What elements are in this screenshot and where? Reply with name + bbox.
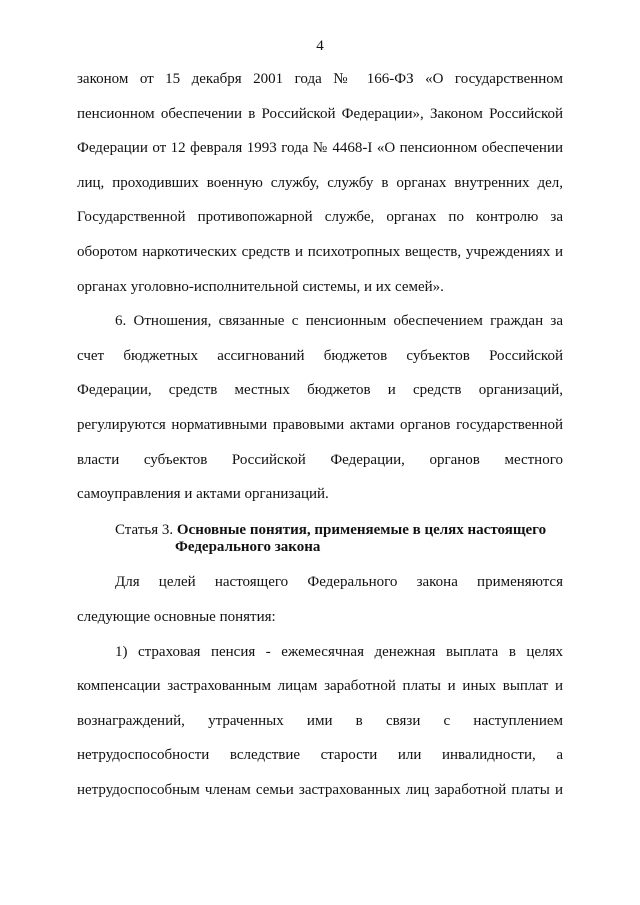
text-line: власти субъектов Российской Федерации, органов местного bbox=[77, 452, 563, 468]
text-line: Для целей настоящего Федерального закона применяются bbox=[115, 574, 563, 590]
article-heading-line bbox=[175, 538, 320, 556]
text-line: регулируются нормативными правовыми актами органов государственной bbox=[77, 417, 563, 433]
text-line: компенсации застрахованным лицам заработной платы и иных выплат и bbox=[77, 678, 563, 694]
page-number: 4 bbox=[316, 38, 324, 54]
text-line: законом от 15 декабря 2001 года № 166-ФЗ «О государственном bbox=[77, 71, 563, 87]
text-line: следующие основные понятия: bbox=[77, 609, 276, 625]
text-line: пенсионном обеспечении в Российской Федерации», Законом Российской bbox=[77, 106, 563, 122]
article-title-continued: Федерального закона bbox=[175, 539, 321, 555]
text-line: лиц, проходивших военную службу, службу в органах внутренних дел, bbox=[77, 175, 563, 191]
text-line: Государственной противопожарной службе, органах по контролю за bbox=[77, 209, 563, 225]
text-line: счет бюджетных ассигнований бюджетов субъектов Российской bbox=[77, 348, 563, 364]
article-title: Основные понятия, применяемые в целях настоящего bbox=[176, 522, 547, 538]
article-label: Статья 3. bbox=[115, 522, 174, 538]
text-line: органах уголовно-исполнительной системы, и их семей». bbox=[77, 279, 444, 295]
text-line: вознаграждений, утраченных ими в связи с наступлением bbox=[77, 713, 563, 729]
text-line: самоуправления и актами организаций. bbox=[77, 486, 329, 502]
text-line: Федерации, средств местных бюджетов и средств организаций, bbox=[77, 382, 563, 398]
text-line: нетрудоспособным членам семьи застрахованных лиц заработной платы и bbox=[77, 782, 563, 798]
text-line: оборотом наркотических средств и психотропных веществ, учреждениях и bbox=[77, 244, 563, 260]
article-heading-line bbox=[115, 521, 546, 539]
text-line: 1) страховая пенсия - ежемесячная денежная выплата в целях bbox=[115, 644, 563, 660]
text-line: 6. Отношения, связанные с пенсионным обеспечением граждан за bbox=[115, 313, 563, 329]
text-line: Федерации от 12 февраля 1993 года № 4468-I «О пенсионном обеспечении bbox=[77, 140, 563, 156]
text-line: нетрудоспособности вследствие старости или инвалидности, а bbox=[77, 747, 563, 763]
